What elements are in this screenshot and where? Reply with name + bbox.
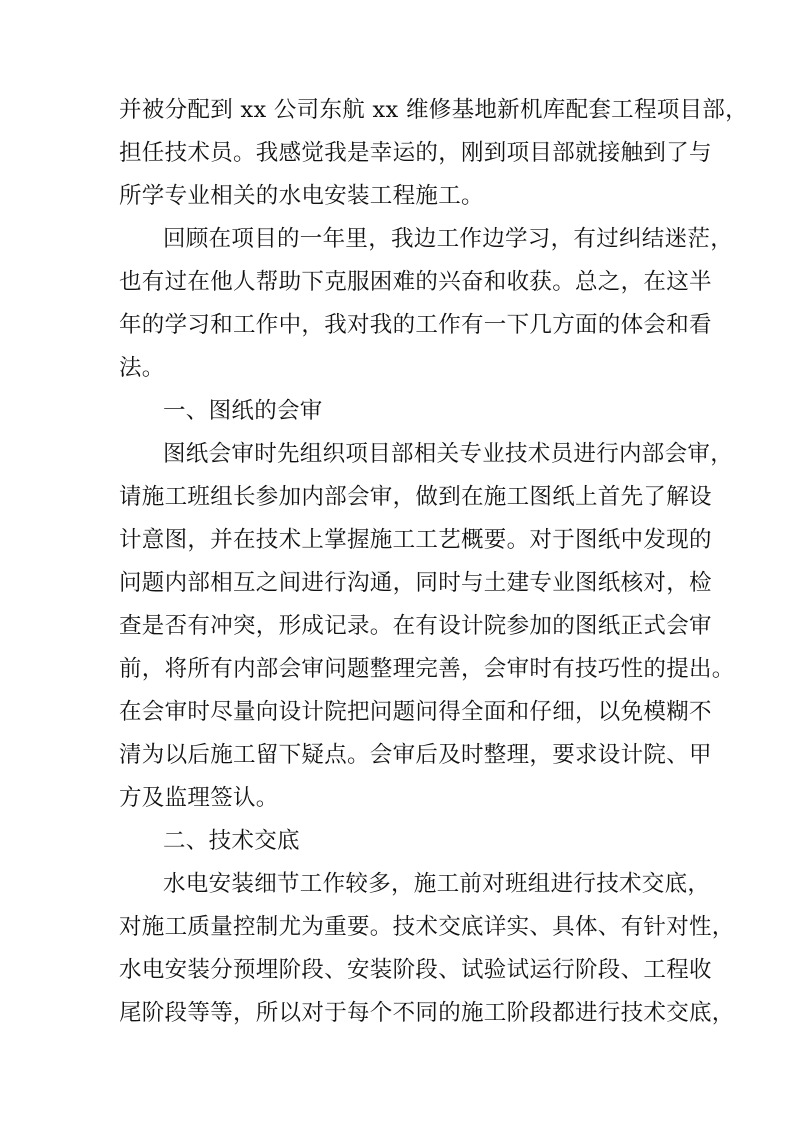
text-line: 计意图，并在技术上掌握施工工艺概要。对于图纸中发现的: [119, 527, 712, 553]
text-line: 并被分配到 xx 公司东航 xx 维修基地新机库配套工程项目部，: [119, 97, 748, 123]
text-line: 担任技术员。我感觉我是幸运的，刚到项目部就接触到了与: [119, 140, 712, 166]
text-line: 方及监理签认。: [119, 785, 279, 811]
text-line: 水电安装分预埋阶段、安装阶段、试验试运行阶段、工程收: [119, 957, 712, 983]
text-line: 前，将所有内部会审问题整理完善，会审时有技巧性的提出。: [119, 656, 735, 682]
section-heading-drawings-review: 一、图纸的会审: [163, 398, 323, 424]
text-line: 年的学习和工作中，我对我的工作有一下几方面的体会和看: [119, 312, 712, 338]
text-line: 尾阶段等等，所以对于每个不同的施工阶段都进行技术交底，: [119, 1000, 735, 1026]
text-line: 也有过在他人帮助下克服困难的兴奋和收获。总之，在这半: [119, 269, 712, 295]
paragraph-start-line: 回顾在项目的一年里，我边工作边学习，有过纠结迷茫，: [163, 226, 734, 252]
text-line: 查是否有冲突，形成记录。在有设计院参加的图纸正式会审: [119, 613, 712, 639]
text-line: 请施工班组长参加内部会审，做到在施工图纸上首先了解设: [119, 484, 712, 510]
text-line: 所学专业相关的水电安装工程施工。: [119, 183, 484, 209]
text-line: 法。: [119, 355, 165, 381]
text-line: 问题内部相互之间进行沟通，同时与土建专业图纸核对，检: [119, 570, 712, 596]
paragraph-start-line: 图纸会审时先组织项目部相关专业技术员进行内部会审，: [163, 441, 734, 467]
section-heading-technical-briefing: 二、技术交底: [163, 828, 300, 854]
text-line: 在会审时尽量向设计院把问题问得全面和仔细，以免模糊不: [119, 699, 712, 725]
text-line: 对施工质量控制尤为重要。技术交底详实、具体、有针对性，: [119, 914, 735, 940]
text-line: 清为以后施工留下疑点。会审后及时整理，要求设计院、甲: [119, 742, 712, 768]
paragraph-start-line: 水电安装细节工作较多，施工前对班组进行技术交底，: [163, 871, 711, 897]
